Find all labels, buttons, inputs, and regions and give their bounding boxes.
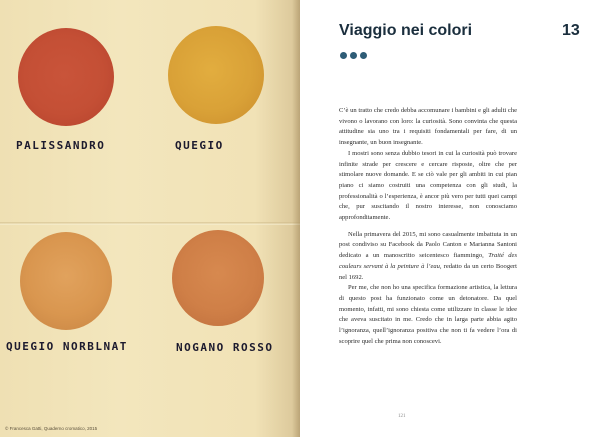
body-text — [339, 106, 517, 347]
swatch-label-palissandro: PALISSANDRO — [16, 139, 106, 152]
chapter-title: Viaggio nei colori — [339, 22, 473, 39]
paper-fold-line — [0, 222, 300, 225]
page-number: 13 — [562, 22, 580, 39]
decorative-dots — [340, 52, 367, 60]
dot-icon — [360, 52, 367, 59]
paper-edge-shadow — [292, 0, 300, 437]
photo-credit: © Francesca Gatti, Quaderno cromatico, 2015 — [5, 426, 98, 431]
paragraph-4: Per me, che non ho una specifica formazione artistica, la lettura di questo post ha funzionato come un detonatore. Da quel momento, infatti, mi sono chiesta come utilizzare in classe le idee che aveva suscitato in me. Credo che in larga parte abbia agito l’ignoranza, quell’ignoranza positiva che non ti fa vedere l’ora di scoprire quel che prima non conoscevi. — [339, 284, 517, 345]
swatch-label-quegio-norblnat: QUEGIO NORBLNAT — [6, 340, 128, 353]
swatch-label-quegio: QUEGIO — [175, 139, 224, 152]
manuscript-title: Traité des couleurs servant à la peinture à l’eau, — [339, 252, 517, 270]
swatch-quegio — [168, 26, 264, 124]
folio-number: 121 — [398, 414, 406, 419]
paragraph-3-text: Nella primavera del 2015, mi sono casualmente imbattuta in un post condiviso su Facebook da Paolo Canton e Marianna Santoni dedicato a un manoscritto seicentesco fiammingo, — [339, 230, 517, 260]
dot-icon — [340, 52, 347, 59]
paragraph-2: I mostri sono senza dubbio tesori in cui la curiosità può trovare infinite strade per crescere e cercare risposte, oltre che per stimolare nuove domande. E se ciò vale per gli ambiti in cui pian piano ci siamo costruiti una competenza con gli studi, la professionalità o l’esperienza, è ancor più vero per tutti quei campi che, pur suscitando il nostro interesse, non conosciamo approfonditamente. — [339, 149, 517, 222]
paragraph-3 — [339, 230, 517, 284]
swatch-nogano-rosso — [172, 230, 264, 326]
paragraph-1: C’è un tratto che credo debba accomunare i bambini e gli adulti che vivono o lavorano con loro: la curiosità. Sono convinta che questa attitudine sia uno tra i requisiti fondamentali per fare, di un insegnante, un buon insegnante. — [339, 107, 517, 147]
swatch-label-nogano-rosso: NOGANO ROSSO — [176, 341, 274, 354]
swatch-quegio-norblnat — [20, 232, 112, 330]
swatch-palissandro — [18, 28, 114, 126]
dot-icon — [350, 52, 357, 59]
paragraph-3-end: redatto da un certo Boogert nel 1692. — [339, 262, 517, 281]
